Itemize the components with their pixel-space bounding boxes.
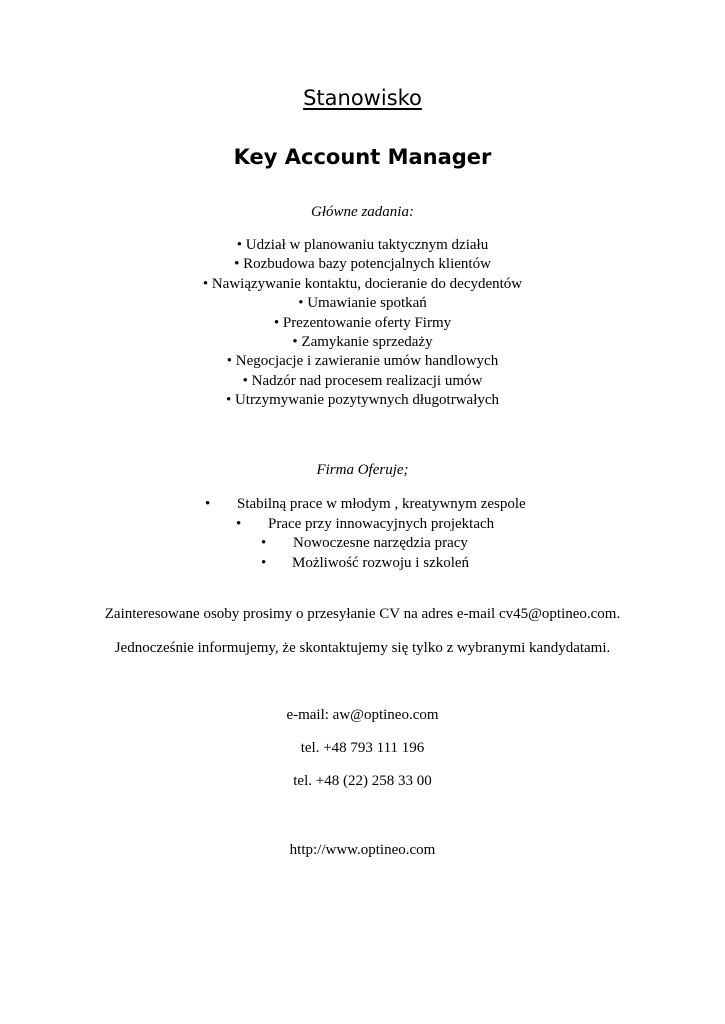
tasks-heading: Główne zadania: <box>311 204 414 220</box>
job-title: Key Account Manager <box>233 145 492 169</box>
offer-item-text: Stabilną prace w młodym , kreatywnym zespole <box>237 496 526 512</box>
offer-item <box>0 554 725 574</box>
task-item: • Nadzór nad procesem realizacji umów <box>242 372 483 389</box>
task-item: • Rozbudowa bazy potencjalnych klientów <box>234 256 491 273</box>
task-item: • Utrzymywanie pozytywnych długotrwałych <box>225 392 500 409</box>
offer-item <box>0 534 725 554</box>
tasks-list <box>0 236 725 411</box>
task-item: • Prezentowanie oferty Firmy <box>273 314 452 331</box>
offer-item-text: Możliwość rozwoju i szkoleń <box>292 554 470 571</box>
task-item: • Udział w planowaniu taktycznym działu <box>236 237 489 253</box>
offer-item-text: Prace przy innowacyjnych projektach <box>268 515 495 532</box>
task-item: • Umawianie spotkań <box>298 295 427 312</box>
bullet-icon: • <box>261 554 267 571</box>
bullet-icon: • <box>205 496 211 512</box>
contact-note: Jednocześnie informujemy, że skontaktujemy się tylko z wybranymi kandydatami. <box>114 640 611 656</box>
task-item: • Zamykanie sprzedaży <box>292 334 433 351</box>
bullet-icon: • <box>236 515 242 532</box>
task-item: • Negocjacje i zawieranie umów handlowych <box>226 353 499 370</box>
cv-note: Zainteresowane osoby prosimy o przesyłanie CV na adres e-mail cv45@optineo.com. <box>104 606 621 622</box>
website-line: http://www.optineo.com <box>289 842 436 858</box>
phone-line-1: tel. +48 793 111 196 <box>300 740 425 756</box>
position-heading: Stanowisko <box>303 86 422 110</box>
offer-item <box>0 495 725 515</box>
offer-item <box>0 515 725 535</box>
offer-list <box>0 495 725 573</box>
bullet-icon: • <box>261 535 267 551</box>
phone-line-2: tel. +48 (22) 258 33 00 <box>293 773 432 789</box>
task-item: • Nawiązywanie kontaktu, docieranie do decydentów <box>202 275 523 292</box>
offer-heading: Firma Oferuje; <box>316 462 409 478</box>
email-line: e-mail: aw@optineo.com <box>286 707 439 723</box>
offer-item-text: Nowoczesne narzędzia pracy <box>293 535 468 551</box>
